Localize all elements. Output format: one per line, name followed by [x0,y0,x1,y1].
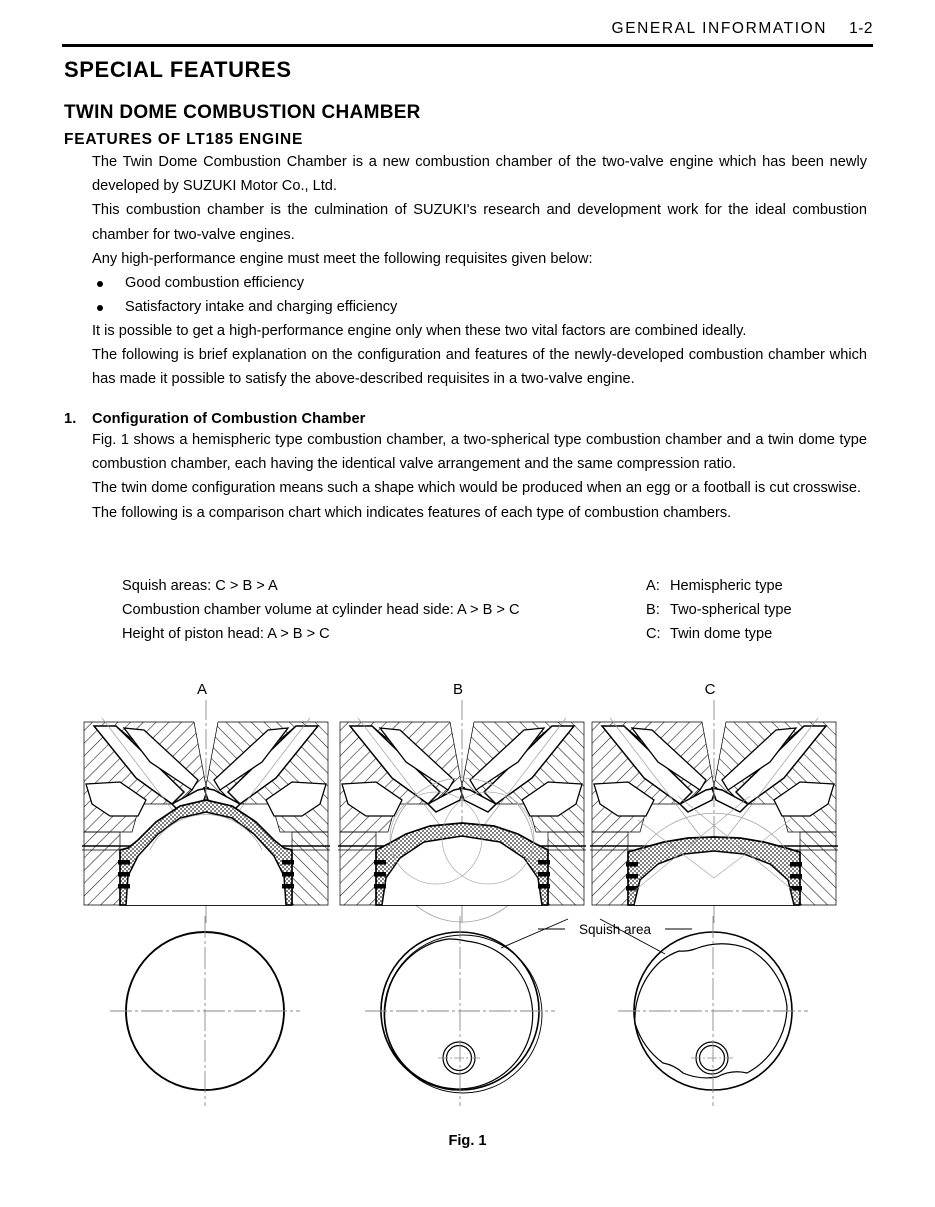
diagram-c-cross-section [590,681,838,925]
legend-label: Two-spherical type [670,602,792,619]
comparison-statement: Combustion chamber volume at cylinder head side: A > B > C [122,602,520,619]
comparison-statement: Squish areas: C > B > A [122,578,278,594]
page-header [62,20,873,52]
header-divider-rule [62,44,873,47]
squish-area-annotation [538,922,692,937]
overview-text-block [92,343,867,391]
section1-paragraph-1: Fig. 1 shows a hemispheric type combustion chamber, a two-spherical type combustion chamber and a twin dome type combustion chamber, each having the identical valve arrangement and the same compression ratio. [92,432,867,473]
diagram-b-plan-view [365,916,568,1106]
comparison-chart [122,574,867,647]
numbered-section-title: Configuration of Combustion Chamber [92,411,366,427]
header-section-label [612,20,873,38]
squish-area-label: Squish area [578,922,652,937]
legend-entry [646,574,783,598]
legend-key: C: [646,626,661,643]
legend-entry [646,598,792,622]
legend-key: B: [646,602,660,619]
comparison-row [122,574,867,598]
list-item: Good combustion efficiency [92,271,867,295]
numbered-section-heading [64,411,867,427]
figure-1-drawing [0,676,935,1156]
comparison-row [122,598,867,622]
header-page-number: 1-2 [849,20,873,37]
legend-key: A: [646,578,660,594]
section1-paragraph-2: The twin dome configuration means such a shape which would be produced when an egg or a football is cut crosswise. [92,480,862,497]
intro-paragraph-1: The Twin Dome Combustion Chamber is a new combustion chamber of the two-valve engine which has been newly developed by SUZUKI Motor Co., Ltd. [92,154,867,195]
legend-entry [646,622,772,646]
legend-label: Twin dome type [670,626,773,643]
comparison-row [122,622,867,646]
diagram-a-plan-view [110,916,300,1106]
list-item: Satisfactory intake and charging efficiency [92,295,867,319]
section1-paragraph-3: The following is a comparison chart which indicates features of each type of combustion chambers. [92,504,732,521]
figure-caption: Fig. 1 [448,1133,487,1149]
figure-1 [0,676,935,1156]
comparison-statement: Height of piston head: A > B > C [122,626,330,643]
intro-paragraph-2: This combustion chamber is the culmination of SUZUKI's research and development work for the ideal combustion chamber for two-valve engines. [92,202,867,243]
diagram-a-label: A [196,681,208,698]
section-heading: TWIN DOME COMBUSTION CHAMBER [64,102,421,123]
page-title: SPECIAL FEATURES [64,57,292,82]
header-section-title: GENERAL INFORMATION [611,20,828,37]
diagram-a-cross-section [82,681,330,925]
intro-text-block [92,150,867,344]
intro-paragraph-4: It is possible to get a high-performance engine only when these two vital factors are combined ideally. [92,323,747,340]
diagram-b-label: B [452,681,464,698]
legend-label: Hemispheric type [670,578,783,594]
diagram-c-label: C [704,681,716,698]
intro-paragraph-3: Any high-performance engine must meet the following requisites given below: [92,250,593,267]
diagram-c-plan-view [600,916,808,1106]
numbered-section-1 [64,411,867,525]
overview-paragraph-1: The following is brief explanation on the configuration and features of the newly-developed combustion chamber which has made it possible to satisfy the above-described requisites in a two-valve engine. [92,347,867,388]
requisites-list [92,271,867,319]
subsection-heading: FEATURES OF LT185 ENGINE [64,131,304,148]
diagram-b-cross-section [338,681,586,925]
numbered-section-index: 1. [64,411,77,427]
